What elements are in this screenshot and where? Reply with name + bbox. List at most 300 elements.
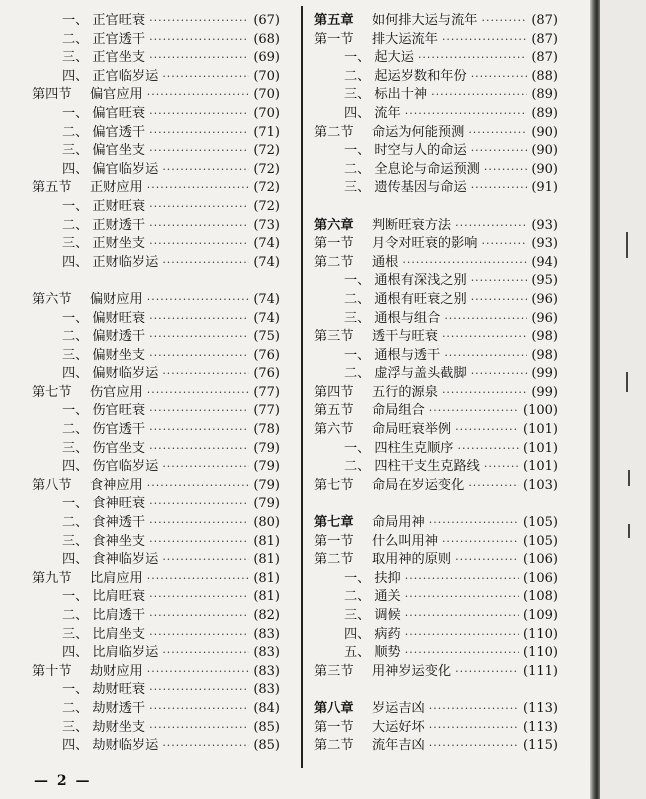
- toc-item-row: [32, 124, 280, 143]
- toc-page-number: (83): [253, 626, 280, 642]
- toc-item-row: [32, 328, 280, 347]
- toc-page-number: (113): [523, 719, 558, 735]
- toc-page-number: (83): [253, 663, 280, 679]
- toc-item-row: [32, 254, 280, 273]
- dot-leader: [149, 49, 249, 68]
- toc-section-title: 用神岁运变化: [372, 663, 452, 679]
- toc-page-number: (99): [531, 366, 558, 382]
- toc-section-title: 偏官应用: [90, 87, 143, 103]
- toc-item-row: [32, 495, 280, 514]
- toc-item-row: [32, 458, 280, 477]
- toc-item-row: [32, 719, 280, 738]
- toc-item-label: 三、: [62, 626, 89, 642]
- column-divider: [301, 6, 303, 768]
- toc-item-title: 正财坐支: [92, 236, 146, 252]
- toc-item-title: 标出十神: [374, 87, 428, 103]
- toc-item-label: 一、: [62, 198, 89, 214]
- toc-item-label: 四、: [62, 254, 89, 270]
- toc-page-number: (69): [253, 50, 280, 66]
- toc-item-title: 通根与组合: [374, 310, 441, 326]
- toc-item-title: 起大运: [374, 50, 414, 66]
- toc-section-row: [314, 402, 558, 421]
- toc-item-row: [32, 737, 280, 756]
- toc-section-row: [314, 663, 558, 682]
- toc-item-row: [32, 365, 280, 384]
- toc-item-row: [32, 421, 280, 440]
- toc-item-title: 食神透干: [92, 515, 146, 531]
- toc-item-row: [32, 217, 280, 236]
- toc-section-label: 第八节: [32, 477, 72, 493]
- toc-page-number: (91): [531, 180, 558, 196]
- toc-item-row: [32, 514, 280, 533]
- dot-leader: [162, 644, 249, 663]
- dot-leader: [405, 607, 519, 626]
- dot-leader: [458, 440, 520, 459]
- dot-leader: [429, 700, 519, 719]
- toc-page-number: (113): [523, 700, 558, 716]
- dot-leader: [482, 235, 528, 254]
- toc-item-title: 正官旺衰: [92, 13, 146, 28]
- toc-section-title: 大运好坏: [372, 719, 425, 735]
- page-binding-edge: [590, 0, 600, 799]
- toc-section-title: 偏财应用: [90, 291, 143, 307]
- toc-section-row: [314, 235, 558, 254]
- toc-item-label: 三、: [62, 50, 89, 66]
- toc-page-number: (84): [253, 700, 280, 716]
- toc-item-label: 四、: [62, 366, 89, 382]
- toc-item-title: 比肩透干: [92, 608, 146, 623]
- toc-page-number: (72): [253, 198, 280, 214]
- toc-section-row: [32, 477, 280, 496]
- dot-leader: [442, 31, 527, 50]
- toc-section-title: 流年吉凶: [372, 738, 425, 754]
- toc-section-label: 第三节: [314, 663, 354, 679]
- toc-item-row: [32, 402, 280, 421]
- toc-right-column: [314, 12, 558, 756]
- toc-spacer: [314, 681, 558, 700]
- toc-section-title: 劫财应用: [90, 663, 143, 679]
- toc-chapter-title: 命局用神: [372, 515, 425, 531]
- toc-section-label: 第四节: [32, 87, 72, 103]
- dot-leader: [149, 347, 249, 366]
- toc-item-title: 正财透干: [92, 217, 146, 233]
- toc-item-row: [32, 588, 280, 607]
- toc-item-title: 食神临岁运: [92, 552, 159, 568]
- toc-section-row: [32, 663, 280, 682]
- dot-leader: [147, 663, 250, 682]
- toc-item-title: 劫财透干: [92, 700, 146, 716]
- dot-leader: [405, 105, 528, 124]
- toc-item-row: [32, 607, 280, 626]
- toc-section-label: 第六节: [32, 291, 72, 307]
- toc-item-label: 四、: [62, 738, 89, 754]
- toc-item-title: 通根与透干: [374, 347, 441, 363]
- dot-leader: [429, 719, 519, 738]
- toc-item-title: 时空与人的命运: [374, 143, 467, 159]
- toc-item-label: 三、: [344, 310, 371, 326]
- dot-leader: [149, 681, 249, 700]
- toc-section-row: [314, 124, 558, 143]
- dot-leader: [149, 12, 249, 31]
- toc-item-title: 通关: [374, 589, 401, 605]
- toc-item-title: 伤官临岁运: [92, 459, 159, 475]
- toc-item-title: 伤官透干: [92, 422, 146, 438]
- toc-page-number: (95): [531, 273, 558, 289]
- dot-leader: [455, 217, 527, 236]
- toc-item-label: 三、: [344, 608, 371, 623]
- dot-leader: [442, 384, 527, 403]
- scan-mark: [626, 232, 628, 258]
- toc-section-row: [32, 384, 280, 403]
- toc-page-number: (93): [531, 236, 558, 252]
- toc-item-row: [32, 644, 280, 663]
- toc-item-label: 四、: [62, 459, 89, 475]
- toc-chapter-row: [314, 217, 558, 236]
- toc-page-number: (79): [253, 477, 280, 493]
- dot-leader: [149, 440, 249, 459]
- toc-page-number: (70): [253, 87, 280, 103]
- toc-page-number: (76): [253, 366, 280, 382]
- toc-item-label: 二、: [344, 291, 371, 307]
- dot-leader: [147, 179, 250, 198]
- toc-page-number: (78): [253, 422, 280, 438]
- toc-item-label: 三、: [62, 347, 89, 363]
- toc-item-title: 比肩坐支: [92, 626, 146, 642]
- toc-item-label: 四、: [62, 68, 89, 84]
- toc-item-title: 食神旺衰: [92, 496, 146, 512]
- dot-leader: [149, 105, 249, 124]
- toc-item-title: 食神坐支: [92, 533, 146, 549]
- toc-item-title: 正财临岁运: [92, 254, 159, 270]
- dot-leader: [405, 588, 519, 607]
- toc-item-label: 三、: [62, 143, 89, 159]
- toc-item-label: 三、: [62, 533, 89, 549]
- toc-item-row: [314, 440, 558, 459]
- toc-item-label: 四、: [62, 645, 89, 661]
- toc-item-title: 扶抑: [374, 570, 401, 586]
- toc-item-label: 一、: [62, 13, 89, 28]
- dot-leader: [431, 86, 527, 105]
- dot-leader: [149, 235, 249, 254]
- toc-page-number: (96): [531, 291, 558, 307]
- toc-item-label: 三、: [62, 236, 89, 252]
- toc-item-row: [314, 588, 558, 607]
- toc-item-title: 偏官旺衰: [92, 105, 146, 121]
- toc-item-row: [32, 235, 280, 254]
- toc-item-label: 一、: [62, 682, 89, 698]
- toc-page-number: (72): [253, 143, 280, 159]
- toc-section-title: 命局旺衰举例: [372, 422, 452, 438]
- toc-page-number: (83): [253, 682, 280, 698]
- toc-chapter-title: 判断旺衰方法: [372, 217, 452, 233]
- dot-leader: [455, 421, 519, 440]
- toc-item-label: 二、: [62, 515, 89, 531]
- toc-item-label: 二、: [344, 459, 371, 475]
- toc-section-row: [32, 86, 280, 105]
- toc-section-row: [32, 179, 280, 198]
- toc-page-number: (101): [523, 422, 558, 438]
- toc-item-title: 正财旺衰: [92, 198, 146, 214]
- toc-page-number: (87): [531, 50, 558, 66]
- toc-page-number: (101): [523, 440, 558, 456]
- dot-leader: [442, 328, 527, 347]
- dot-leader: [149, 198, 249, 217]
- toc-page-number: (70): [253, 105, 280, 121]
- toc-item-row: [32, 700, 280, 719]
- toc-page-number: (106): [523, 570, 558, 586]
- toc-page-number: (90): [531, 124, 558, 140]
- toc-page-number: (74): [253, 310, 280, 326]
- scan-mark: [628, 524, 630, 538]
- dot-leader: [149, 217, 249, 236]
- toc-section-title: 通根: [372, 254, 399, 270]
- toc-page-number: (79): [253, 496, 280, 512]
- dot-leader: [149, 626, 249, 645]
- toc-item-row: [314, 365, 558, 384]
- dot-leader: [149, 514, 249, 533]
- toc-page-number: (98): [531, 329, 558, 345]
- dot-leader: [471, 142, 528, 161]
- toc-item-title: 通根有旺衰之别: [374, 291, 467, 307]
- toc-item-label: 一、: [62, 589, 89, 605]
- dot-leader: [147, 291, 250, 310]
- toc-section-label: 第十节: [32, 663, 72, 679]
- toc-section-row: [314, 719, 558, 738]
- toc-spacer: [314, 495, 558, 514]
- dot-leader: [162, 68, 249, 87]
- toc-page-number: (90): [531, 161, 558, 177]
- toc-item-label: 二、: [62, 329, 89, 345]
- toc-section-label: 第七节: [32, 384, 72, 400]
- dot-leader: [149, 495, 249, 514]
- toc-item-row: [32, 310, 280, 329]
- dot-leader: [468, 477, 519, 496]
- toc-item-row: [314, 68, 558, 87]
- toc-section-label: 第二节: [314, 254, 354, 270]
- dot-leader: [455, 663, 519, 682]
- toc-item-row: [32, 440, 280, 459]
- toc-page-number: (110): [523, 645, 558, 661]
- toc-page-number: (75): [253, 329, 280, 345]
- toc-section-title: 月令对旺衰的影响: [372, 236, 478, 252]
- toc-item-title: 偏官坐支: [92, 143, 146, 159]
- toc-item-row: [314, 607, 558, 626]
- toc-section-row: [314, 328, 558, 347]
- toc-section-title: 比肩应用: [90, 570, 143, 586]
- toc-chapter-label: 第六章: [314, 217, 354, 233]
- toc-chapter-label: 第八章: [314, 700, 354, 716]
- toc-page-number: (98): [531, 347, 558, 363]
- toc-item-label: 一、: [344, 50, 371, 66]
- dot-leader: [149, 124, 249, 143]
- dot-leader: [147, 384, 250, 403]
- dot-leader: [147, 86, 250, 105]
- toc-page-number: (79): [253, 459, 280, 475]
- toc-page-number: (68): [253, 31, 280, 47]
- toc-item-title: 顺势: [374, 645, 401, 661]
- dot-leader: [471, 365, 528, 384]
- toc-item-title: 正官透干: [92, 31, 146, 47]
- toc-page-number: (73): [253, 217, 280, 233]
- toc-section-row: [314, 254, 558, 273]
- toc-page-number: (74): [253, 254, 280, 270]
- toc-item-row: [32, 533, 280, 552]
- toc-section-label: 第一节: [314, 533, 354, 549]
- dot-leader: [429, 402, 519, 421]
- scan-edge: [600, 0, 646, 799]
- toc-section-title: 正财应用: [90, 180, 143, 196]
- toc-item-row: [314, 142, 558, 161]
- toc-section-title: 命局在岁运变化: [372, 477, 465, 493]
- dot-leader: [405, 626, 519, 645]
- toc-item-title: 起运岁数和年份: [374, 68, 467, 84]
- toc-page-number: (81): [253, 533, 280, 549]
- dot-leader: [149, 588, 249, 607]
- toc-item-row: [314, 644, 558, 663]
- dot-leader: [444, 347, 527, 366]
- dot-leader: [149, 719, 249, 738]
- toc-item-label: 二、: [62, 700, 89, 716]
- dot-leader: [149, 533, 249, 552]
- toc-chapter-row: [314, 514, 558, 533]
- toc-page-number: (87): [531, 31, 558, 47]
- toc-page-number: (115): [523, 738, 558, 754]
- scan-mark: [626, 372, 628, 392]
- dot-leader: [429, 737, 519, 756]
- toc-page-number: (81): [253, 552, 280, 568]
- toc-page-number: (99): [531, 384, 558, 400]
- dot-leader: [429, 514, 519, 533]
- toc-item-label: 三、: [62, 440, 89, 456]
- toc-page-number: (79): [253, 440, 280, 456]
- toc-left-column: [32, 12, 280, 756]
- toc-section-row: [314, 421, 558, 440]
- toc-section-label: 第七节: [314, 477, 354, 493]
- toc-page-number: (93): [531, 217, 558, 233]
- dot-leader: [149, 700, 249, 719]
- toc-page-number: (89): [531, 105, 558, 121]
- toc-section-row: [314, 31, 558, 50]
- toc-item-label: 四、: [344, 626, 371, 642]
- toc-item-title: 比肩临岁运: [92, 645, 159, 661]
- toc-page-number: (109): [523, 608, 558, 623]
- toc-item-row: [32, 681, 280, 700]
- toc-section-row: [314, 384, 558, 403]
- toc-item-title: 劫财旺衰: [92, 682, 146, 698]
- toc-item-row: [32, 198, 280, 217]
- toc-page-number: (85): [253, 719, 280, 735]
- toc-chapter-row: [314, 12, 558, 31]
- toc-item-label: 一、: [344, 143, 371, 159]
- toc-section-title: 命局组合: [372, 403, 425, 419]
- toc-page-number: (74): [253, 236, 280, 252]
- dot-leader: [471, 272, 528, 291]
- toc-item-title: 四柱干支生克路线: [374, 459, 480, 475]
- toc-item-label: 二、: [62, 217, 89, 233]
- toc-page-number: (81): [253, 570, 280, 586]
- toc-item-row: [314, 570, 558, 589]
- dot-leader: [162, 161, 249, 180]
- toc-item-label: 一、: [344, 570, 371, 586]
- dot-leader: [405, 644, 519, 663]
- dot-leader: [162, 254, 249, 273]
- toc-item-label: 二、: [344, 161, 371, 177]
- dot-leader: [149, 402, 249, 421]
- toc-section-label: 第五节: [314, 403, 354, 419]
- toc-page-number: (110): [523, 626, 558, 642]
- toc-item-row: [32, 551, 280, 570]
- toc-item-row: [32, 49, 280, 68]
- toc-section-label: 第四节: [314, 384, 354, 400]
- toc-page-number: (71): [253, 124, 280, 140]
- toc-item-label: 四、: [62, 161, 89, 177]
- toc-item-label: 一、: [62, 105, 89, 121]
- dot-leader: [402, 254, 527, 273]
- dot-leader: [455, 551, 519, 570]
- toc-chapter-label: 第七章: [314, 515, 354, 531]
- toc-item-label: 一、: [62, 496, 89, 512]
- toc-page-number: (108): [523, 589, 558, 605]
- toc-section-title: 五行的源泉: [372, 384, 438, 400]
- dot-leader: [149, 607, 249, 626]
- toc-page-number: (76): [253, 347, 280, 363]
- toc-item-row: [314, 310, 558, 329]
- toc-section-label: 第五节: [32, 180, 72, 196]
- toc-section-label: 第二节: [314, 552, 354, 568]
- toc-section-label: 第三节: [314, 329, 354, 345]
- toc-page-number: (85): [253, 738, 280, 754]
- toc-item-title: 虚浮与盖头截脚: [374, 366, 467, 382]
- dot-leader: [149, 421, 249, 440]
- toc-item-label: 三、: [344, 180, 371, 196]
- toc-spacer: [32, 272, 280, 291]
- toc-section-title: 取用神的原则: [372, 552, 452, 568]
- toc-section-title: 伤官应用: [90, 384, 143, 400]
- toc-chapter-title: 岁运吉凶: [372, 700, 425, 716]
- toc-item-title: 偏财旺衰: [92, 310, 146, 326]
- toc-item-label: 二、: [344, 68, 371, 84]
- dot-leader: [149, 142, 249, 161]
- toc-item-label: 四、: [62, 552, 89, 568]
- toc-item-label: 二、: [62, 31, 89, 47]
- toc-item-title: 劫财坐支: [92, 719, 146, 735]
- dot-leader: [149, 31, 249, 50]
- dot-leader: [468, 124, 527, 143]
- toc-item-title: 病药: [374, 626, 401, 642]
- dot-leader: [484, 458, 519, 477]
- toc-item-label: 二、: [344, 589, 371, 605]
- toc-item-title: 四柱生克顺序: [374, 440, 454, 456]
- toc-page-number: (81): [253, 589, 280, 605]
- toc-section-row: [314, 477, 558, 496]
- toc-section-label: 第二节: [314, 738, 354, 754]
- toc-page-number: (67): [253, 13, 280, 28]
- toc-item-title: 偏官临岁运: [92, 161, 159, 177]
- dot-leader: [484, 161, 527, 180]
- dot-leader: [149, 310, 249, 329]
- toc-section-row: [32, 570, 280, 589]
- toc-page-number: (90): [531, 143, 558, 159]
- toc-section-title: 命运为何能预测: [372, 124, 465, 140]
- toc-item-title: 偏官透干: [92, 124, 146, 140]
- toc-page-number: (74): [253, 291, 280, 307]
- dot-leader: [162, 365, 249, 384]
- toc-item-title: 全息论与命运预测: [374, 161, 480, 177]
- toc-item-row: [314, 347, 558, 366]
- toc-section-row: [314, 551, 558, 570]
- toc-page-number: (70): [253, 68, 280, 84]
- toc-item-title: 伤官旺衰: [92, 403, 146, 419]
